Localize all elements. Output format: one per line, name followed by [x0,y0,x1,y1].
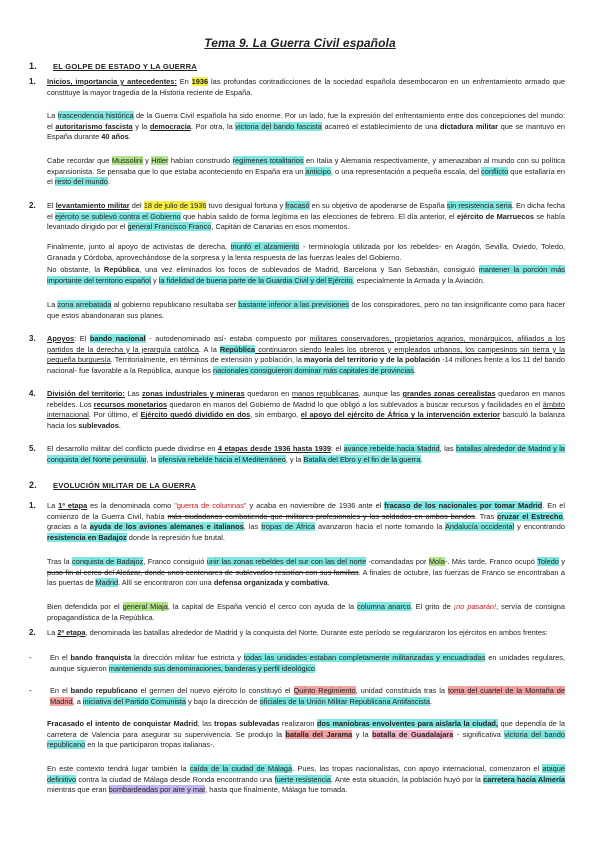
paragraph-republica: No obstante, la República, una vez eliminados los focos de sublevados de Madrid, Barcelona y San Sebastián, consiguió mantener la porción más importante del territorio español y la fidelidad de buena parte de la Guardia Civil y del Ejército, especialmente la Armada y la Aviación. [47,265,565,285]
paragraph-miaja: Bien defendida por el general Miaja, la capital de España venció el cerco con ayuda de la columna anarco. El grito de ¡no pasarán!, servía de consigna propagandística de la República. [47,602,565,622]
paragraph-badajoz: Tras la conquista de Badajoz, Franco consiguió unir las zonas rebeldes del sur con las del norte -comandadas por Mola-. Más tarde, Franco ocupó Toledo y puso fin al cerco del Alcázar, donde unos centenares de sublevados resistían con sus familias. A finales de octubre, las fuerzas de Franco se encontraban a las puertas de Madrid. Allí se encontraron con una defensa organizada y combativa. [47,557,565,588]
section-heading-1 [29,61,197,71]
paragraph-contexto: Cabe recordar que Mussolini y Hitler habían construido regímenes totalitarios en Italia y Alemania respectivamente, y amenazaban al mundo con su política expansionista. Se pensaba que lo que estaba aconteciendo en España era un anticipo, o una representación a pequeña escala, del conflicto que estallaría en el resto del mundo. [47,156,565,187]
item-number: 2. [29,628,36,637]
document-title: Tema 9. La Guerra Civil española [204,36,396,50]
paragraph-malaga: En este contexto tendrá lugar también la caída de la ciudad de Málaga. Pues, las tropas nacionalistas, con apoyo internacional, comenzaron el ataque definitivo contra la ciudad de Málaga desde Ronda encontrando una fuerte resistencia. Ante esta situación, la población huyó por la carretera hacia Almería mientras que eran bombardeadas por aire y mar, hasta que finalmente, Málaga fue tomada. [47,764,566,795]
paragraph-inicios: Inicios, importancia y antecedentes: En 1936 las profundas contradicciones de la sociedad española desembocaron en un enfrentamiento armado que constituye la mayor tragedia de la Historia reciente de España. [47,77,565,97]
paragraph-segunda-etapa: La 2ª etapa, denominada las batallas alrededor de Madrid y la conquista del Norte. Durante este período se regularizaron los ejércitos en ambos frentes: [47,628,548,637]
item-number: 4. [29,389,36,398]
item-number: 5. [29,444,36,453]
section-number: 1. [29,61,37,71]
paragraph-bando-republicano: En el bando republicano el germen del nuevo ejército lo constituyó el Quinto Regimiento, unidad constituida tras la toma del cuartel de la Montaña de Madrid, a iniciativa del Partido Comunista y bajo la dirección de oficiales de la Unión Militar Republicana Antifascista. [50,686,565,706]
section-number: 2. [29,480,37,490]
item-number: 1. [29,501,36,510]
list-dash: - [29,653,32,662]
paragraph-jarama: Fracasado el intento de conquistar Madrid, las tropas sublevadas realizaron dos maniobras envolventes para aislarla la ciudad, que dependía de la carretera de Valencia para asegurar su supervivencia. Se produjo la batalla del Jarama y la batalla de Guadalajara - significativa victoria del bando republicano en la que participaron tropas italianas-. [47,719,566,750]
item-number: 1. [29,77,36,86]
paragraph-alzamiento: Finalmente, junto al apoyo de activistas de derecha, triunfó el alzamiento - terminología utilizada por los rebeldes- en Aragón, Sevilla, Oviedo, Toledo, Granada y Córdoba, aprovechándose de la sorpresa y la lenta respuesta de las fuerzas leales del Gobierno. [47,242,566,262]
paragraph-apoyos: Apoyos: El bando nacional - autodenominado así- estaba compuesto por militares conservadores, propietarios agrarios, monárquicos, afiliados a los partidos de la derecha y la jerarquía católica. A la República continuaron siendo leales los obreros y empleados urbanos, los campesinos sin tierra y la pequeña burguesía. Territorialmente, en términos de extensión y población, la mayoría del territorio y de la población -14 millones frente a los 11 del bando nacional- fue favorable a la República, aunque los nacionales consiguieron dominar más capitales de provincias. [47,334,566,375]
section-heading-2 [29,480,196,490]
item-number: 3. [29,334,36,343]
section-label: EL GOLPE DE ESTADO Y LA GUERRA [53,62,197,71]
section-label: EVOLUCIÓN MILITAR DE LA GUERRA [53,481,197,490]
paragraph-levantamiento: El levantamiento militar del 18 de julio de 1936 tuvo desigual fortuna y fracasó en su objetivo de apoderarse de España sin resistencia seria. En dicha fecha el ejército se sublevó contra el Gobierno que había salido de forma legítima en las elecciones de febrero. El día anterior, el ejército de Marruecos se había levantado dirigido por el general Francisco Franco, Capitán de Canarias en esos momentos. [47,201,565,232]
paragraph-etapas: El desarrollo militar del conflicto puede dividirse en 4 etapas desde 1936 hasta 1939: el avance rebelde hacia Madrid, las batallas alrededor de Madrid y la conquista del Norte peninsular, la ofensiva rebelde hacia el Mediterráneo, y la Batalla del Ebro y el fin de la guerra. [47,444,566,464]
paragraph-division: División del territorio: Las zonas industriales y mineras quedaron en manos republicanas, aunque las grandes zonas cerealistas quedaron en manos rebeldes. Los recursos monetarios quedaron en manos del Gobierno de Madrid lo que obligó a los sublevados a buscar recursos y facilidades en el ámbito internacional. Por último, el Ejército quedó dividido en dos, sin embargo, el apoyo del ejército de África y la intervención exterior basculó la balanza hacia los sublevados. [47,389,565,430]
item-number: 2. [29,201,36,210]
paragraph-trascendencia: La trascendencia histórica de la Guerra Civil española ha sido enorme. Por un lado, fue la expresión del enfrentamiento entre dos concepciones del mundo: el autoritarismo fascista y la democracia. Por otra, la victoria del bando fascista acarreó el establecimiento de una dictadura militar que se mantuvo en España durante 40 años. [47,111,566,142]
list-dash: - [29,686,32,695]
paragraph-primera-etapa: La 1ª etapa es la denominada como "guerra de columnas" y acaba en noviembre de 1936 ante el fracaso de los nacionales por tomar Madrid. En el comienzo de la Guerra Civil, había más ciudadanos combatiendo que militares profesionales y los soldados en ambos bandos. Tras cruzar el Estrecho, gracias a la ayuda de los aviones alemanes e italianos, las tropas de África avanzaron hacia el norte tomando la Andalucía occidental y encontrando resistencia en Badajoz donde la represión fue brutal. [47,501,565,542]
paragraph-zona: La zona arrebatada al gobierno republicano resultaba ser bastante inferior a las previsiones de los conspiradores, pero no tan insignificante como para hacer que estos abandonaran sus planes. [47,300,565,320]
paragraph-bando-franquista: En el bando franquista la dirección militar fue estricta y todas las unidades estaban completamente militarizadas y encuadradas en unidades regulares, aunque siguieron manteniendo sus denominaciones, banderas y perfil ideológico. [50,653,566,673]
